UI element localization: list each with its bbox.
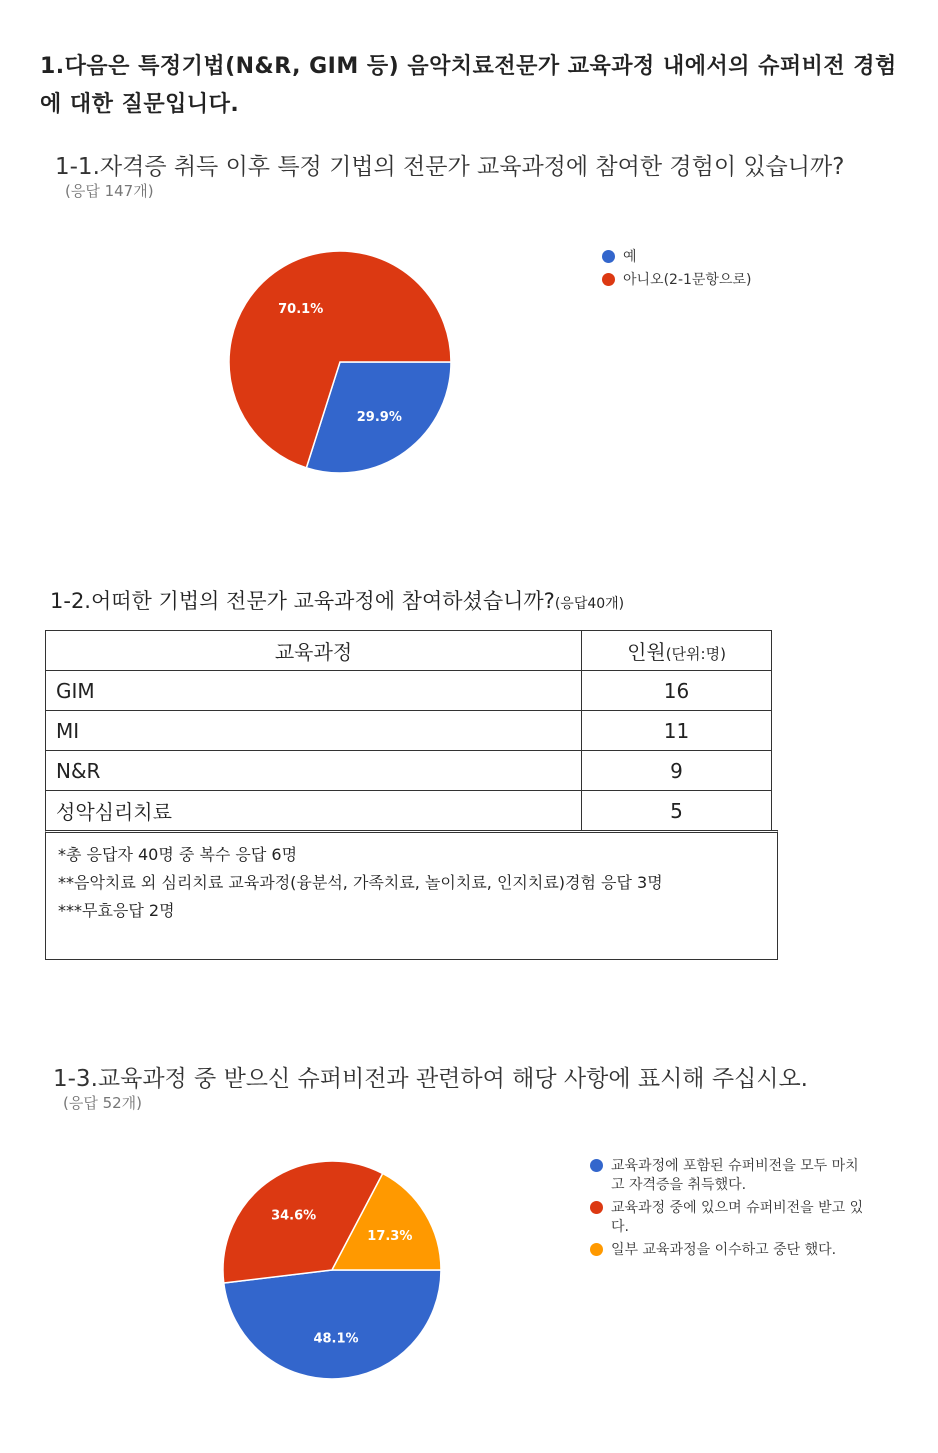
legend-swatch <box>590 1159 603 1172</box>
q3-title: 1-3.교육과정 중 받으신 슈퍼비전과 관련하여 해당 사항에 표시해 주십시오. <box>53 1066 808 1092</box>
count-cell: 16 <box>582 671 772 711</box>
pie-slice-label: 70.1% <box>278 302 324 318</box>
count-cell: 9 <box>582 751 772 791</box>
legend-label: 교육과정에 포함된 슈퍼비전을 모두 마치고 자격증을 취득했다. <box>611 1158 859 1193</box>
legend-swatch <box>590 1243 603 1256</box>
legend-swatch <box>602 273 615 286</box>
table-header-row <box>46 631 772 671</box>
legend-label: 아니오(2-1문항으로) <box>623 272 752 288</box>
q2-title-text: 1-2.어떠한 기법의 전문가 교육과정에 참여하셨습니까? <box>50 589 555 613</box>
table-row <box>46 711 772 751</box>
legend-item <box>602 271 751 290</box>
table-row <box>46 791 772 831</box>
note-line: *총 응답자 40명 중 복수 응답 6명 <box>58 845 298 864</box>
legend-label: 예 <box>623 249 637 265</box>
note-line: ***무효응답 2명 <box>58 901 175 920</box>
course-cell: GIM <box>46 671 582 711</box>
col-count-label: 인원 <box>627 640 666 664</box>
q1-response-count: (응답 147개) <box>65 182 154 200</box>
pie-slice <box>224 1270 441 1379</box>
col-course-header: 교육과정 <box>46 631 582 671</box>
legend-item <box>602 248 751 267</box>
q1-title: 1-1.자격증 취득 이후 특정 기법의 전문가 교육과정에 참여한 경험이 있습니까? <box>55 154 845 180</box>
col-count-unit: (단위:명) <box>665 645 726 663</box>
legend-item <box>590 1199 870 1237</box>
legend-label: 일부 교육과정을 이수하고 중단 했다. <box>611 1242 837 1258</box>
table-notes <box>45 830 778 960</box>
legend-swatch <box>590 1201 603 1214</box>
legend-item <box>590 1241 870 1260</box>
col-count-header <box>582 631 772 671</box>
q3-response-count: (응답 52개) <box>63 1094 143 1112</box>
course-cell: MI <box>46 711 582 751</box>
pie-slice-label: 34.6% <box>271 1208 317 1224</box>
q1-pie-chart <box>228 250 452 474</box>
q1-legend <box>602 248 751 294</box>
q2-title <box>50 585 624 615</box>
section-heading: 1.다음은 특정기법(N&R, GIM 등) 음악치료전문가 교육과정 내에서의 슈퍼비전 경험에 대한 질문입니다. <box>40 54 897 117</box>
pie-slice-label: 17.3% <box>367 1229 413 1245</box>
table-row <box>46 751 772 791</box>
count-cell: 5 <box>582 791 772 831</box>
note-line: **음악치료 외 심리치료 교육과정(융분석, 가족치료, 놀이치료, 인지치료)경험 응답 3명 <box>58 873 663 892</box>
count-cell: 11 <box>582 711 772 751</box>
q3-legend <box>590 1157 870 1264</box>
q2-response-count: (응답40개) <box>554 596 625 612</box>
pie-slice-label: 48.1% <box>313 1331 359 1347</box>
legend-swatch <box>602 250 615 263</box>
course-table <box>45 630 772 831</box>
legend-label: 교육과정 중에 있으며 슈퍼비전을 받고 있다. <box>611 1200 864 1235</box>
legend-item <box>590 1157 870 1195</box>
course-cell: N&R <box>46 751 582 791</box>
q3-pie-chart <box>222 1160 442 1380</box>
table-row <box>46 671 772 711</box>
pie-slice-label: 29.9% <box>356 409 402 425</box>
course-cell: 성악심리치료 <box>46 791 582 831</box>
